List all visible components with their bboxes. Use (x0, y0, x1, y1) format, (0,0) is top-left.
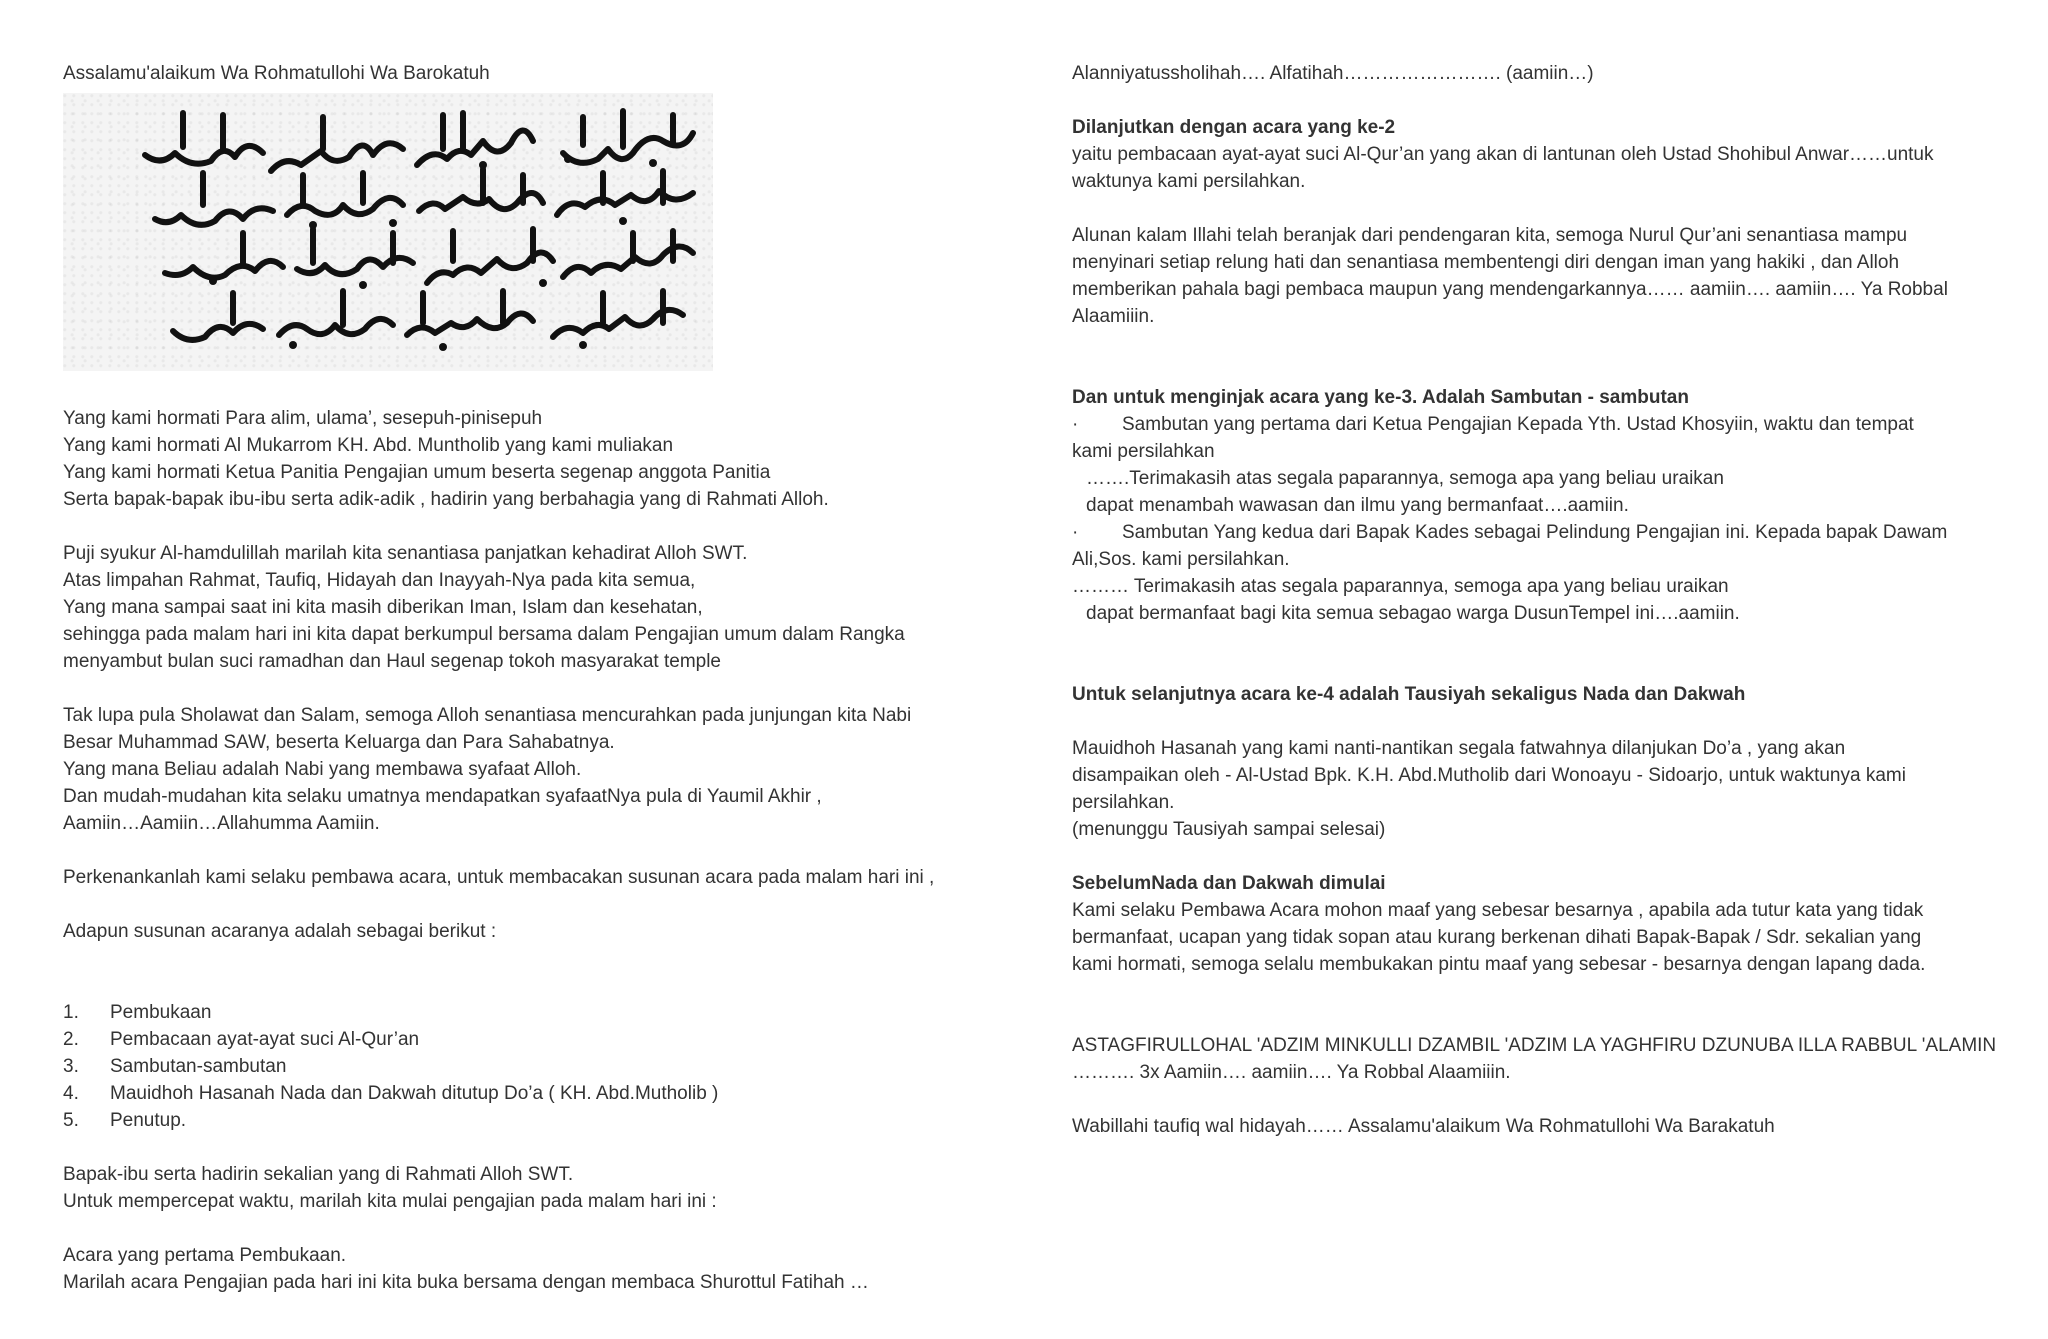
hormat-line: Serta bapak-bapak ibu-ibu serta adik-adik , hadirin yang berbahagia yang di Rahmati Alloh. (63, 489, 829, 510)
acara2-line: yaitu pembacaan ayat-ayat suci Al-Qur’an yang akan di lantunan oleh Ustad Shohibul Anwar……untuk (1072, 144, 1934, 165)
mohon-maaf-line: bermanfaat, ucapan yang tidak sopan atau kurang berkenan dihati Bapak-Bapak / Sdr. sekalian yang (1072, 927, 1922, 948)
sambutan-text: Sambutan yang pertama dari Ketua Pengajian Kepada Yth. Ustad Khosyiin, waktu dan tempat (1122, 414, 1914, 435)
sholawat-line: Dan mudah-mudahan kita selaku umatnya mendapatkan syafaatNya pula di Yaumil Akhir , (63, 786, 822, 807)
alunan-line: memberikan pahala bagi pembaca maupun yang mendengarkannya…… aamiin…. aamiin…. Ya Robbal (1072, 279, 1948, 300)
mohon-maaf-line: Kami selaku Pembawa Acara mohon maaf yang sebesar besarnya , apabila ada tutur kata yang tidak (1072, 900, 1924, 921)
agenda-item (63, 1107, 1023, 1134)
syukur-line: Yang mana sampai saat ini kita masih diberikan Iman, Islam dan kesehatan, (63, 597, 703, 618)
left-column (63, 60, 1023, 1296)
acara2-line: waktunya kami persilahkan. (1072, 171, 1306, 192)
syukur-line: sehingga pada malam hari ini kita dapat berkumpul bersama dalam Pengajian umum dalam Rangka (63, 624, 905, 645)
terimakasih-line: …….Terimakasih atas segala paparannya, semoga apa yang beliau uraikan (1086, 468, 1724, 489)
sholawat-line: Yang mana Beliau adalah Nabi yang membawa syafaat Alloh. (63, 759, 582, 780)
acara3-heading: Dan untuk menginjak acara yang ke-3. Adalah Sambutan - sambutan (1072, 387, 1689, 408)
terimakasih-line: dapat bermanfaat bagi kita semua sebagao warga DusunTempel ini….aamiin. (1086, 603, 1740, 624)
alunan-line: menyinari setiap relung hati dan senantiasa membentengi diri dengan iman yang hakiki , dan Alloh (1072, 252, 1900, 273)
terimakasih-line: ……… Terimakasih atas segala paparannya, semoga apa yang beliau uraikan (1072, 576, 1729, 597)
bapak-line: Bapak-ibu serta hadirin sekalian yang di Rahmati Alloh SWT. (63, 1164, 574, 1185)
mauidhoh-line: disampaikan oleh - Al-Ustad Bpk. K.H. Abd.Mutholib dari Wonoayu - Sidoarjo, untuk waktunya kami (1072, 765, 1906, 786)
agenda-item (63, 1080, 1023, 1107)
agenda-number: 3. (63, 1056, 79, 1077)
agenda-item (63, 1026, 1023, 1053)
agenda-number: 2. (63, 1029, 79, 1050)
arabic-calligraphy-image (63, 93, 713, 371)
acara4-heading: Untuk selanjutnya acara ke-4 adalah Tausiyah sekaligus Nada dan Dakwah (1072, 684, 1746, 705)
alunan-paragraph (1072, 222, 2012, 330)
agenda-item (63, 999, 1023, 1026)
perkenankan-paragraph: Perkenankanlah kami selaku pembawa acara, untuk membacakan susunan acara pada malam hari ini , (63, 867, 935, 888)
mauidhoh-paragraph (1072, 735, 2012, 843)
hormat-line: Yang kami hormati Al Mukarrom KH. Abd. Muntholib yang kami muliakan (63, 435, 674, 456)
mauidhoh-line: (menunggu Tausiyah sampai selesai) (1072, 819, 1386, 840)
acara1-line: Marilah acara Pengajian pada hari ini kita buka bersama dengan membaca Shurottul Fatihah … (63, 1272, 869, 1293)
agenda-number: 5. (63, 1110, 79, 1131)
sambutan-item (1072, 519, 2012, 546)
mohon-maaf-paragraph (1072, 897, 2012, 978)
sholawat-paragraph (63, 702, 1023, 837)
bapak-paragraph (63, 1161, 1023, 1215)
sholawat-line: Besar Muhammad SAW, beserta Keluarga dan Para Sahabatnya. (63, 732, 615, 753)
bullet-icon: · (1072, 414, 1079, 435)
acara2-heading: Dilanjutkan dengan acara yang ke-2 (1072, 117, 1396, 138)
syukur-line: menyambut bulan suci ramadhan dan Haul segenap tokoh masyarakat temple (63, 651, 721, 672)
istighfar-line: ASTAGFIRULLOHAL 'ADZIM MINKULLI DZAMBIL 'ADZIM LA YAGHFIRU DZUNUBA ILLA RABBUL 'ALAMIN (1072, 1035, 1997, 1056)
agenda-item (63, 1053, 1023, 1080)
alunan-line: Alaamiiin. (1072, 306, 1155, 327)
right-column (1072, 60, 2012, 1140)
bullet-icon: · (1072, 522, 1079, 543)
sebelum-heading: SebelumNada dan Dakwah dimulai (1072, 873, 1386, 894)
agenda-text: Sambutan-sambutan (110, 1056, 287, 1077)
istighfar-line: ………. 3x Aamiin…. aamiin…. Ya Robbal Alaamiiin. (1072, 1062, 1511, 1083)
arabic-calligraphy-strokes (63, 93, 713, 371)
mauidhoh-line: persilahkan. (1072, 792, 1175, 813)
hormat-line: Yang kami hormati Para alim, ulama’, sesepuh-pinisepuh (63, 408, 543, 429)
closing-greeting: Wabillahi taufiq wal hidayah…… Assalamu'alaikum Wa Rohmatullohi Wa Barakatuh (1072, 1116, 1775, 1137)
sambutan-text: Sambutan Yang kedua dari Bapak Kades sebagai Pelindung Pengajian ini. Kepada bapak Dawam (1122, 522, 1948, 543)
acara1-paragraph (63, 1242, 1023, 1296)
istighfar-paragraph (1072, 1032, 2012, 1086)
agenda-text: Pembacaan ayat-ayat suci Al-Qur’an (110, 1029, 420, 1050)
sholawat-line: Tak lupa pula Sholawat dan Salam, semoga Alloh senantiasa mencurahkan pada junjungan kita Nabi (63, 705, 912, 726)
alunan-line: Alunan kalam Illahi telah beranjak dari pendengaran kita, semoga Nurul Qur’ani senantiasa mampu (1072, 225, 1908, 246)
adapun-paragraph: Adapun susunan acaranya adalah sebagai berikut : (63, 921, 497, 942)
sambutan-line: Ali,Sos. kami persilahkan. (1072, 549, 1290, 570)
fatihah-line: Alanniyatussholihah…. Alfatihah……………………. (aamiin…) (1072, 63, 1594, 84)
mauidhoh-line: Mauidhoh Hasanah yang kami nanti-nantikan segala fatwahnya dilanjukan Do’a , yang akan (1072, 738, 1846, 759)
syukur-line: Atas limpahan Rahmat, Taufiq, Hidayah dan Inayyah-Nya pada kita semua, (63, 570, 696, 591)
agenda-text: Mauidhoh Hasanah Nada dan Dakwah ditutup Do’a ( KH. Abd.Mutholib ) (110, 1083, 719, 1104)
bapak-line: Untuk mempercepat waktu, marilah kita mulai pengajian pada malam hari ini : (63, 1191, 717, 1212)
mohon-maaf-line: kami hormati, semoga selalu membukakan pintu maaf yang sebesar - besarnya dengan lapang dada. (1072, 954, 1926, 975)
agenda-text: Pembukaan (110, 1002, 212, 1023)
terimakasih-line: dapat menambah wawasan dan ilmu yang bermanfaat….aamiin. (1086, 495, 1629, 516)
agenda-list (63, 999, 1023, 1134)
sholawat-line: Aamiin…Aamiin…Allahumma Aamiin. (63, 813, 380, 834)
hormat-paragraph (63, 405, 1023, 513)
sambutan-line: kami persilahkan (1072, 441, 1215, 462)
opening-greeting: Assalamu'alaikum Wa Rohmatullohi Wa Barokatuh (63, 63, 490, 84)
agenda-number: 4. (63, 1083, 79, 1104)
sambutan-item (1072, 411, 2012, 438)
agenda-text: Penutup. (110, 1110, 187, 1131)
syukur-line: Puji syukur Al-hamdulillah marilah kita senantiasa panjatkan kehadirat Alloh SWT. (63, 543, 748, 564)
syukur-paragraph (63, 540, 1023, 675)
agenda-number: 1. (63, 1002, 79, 1023)
acara1-line: Acara yang pertama Pembukaan. (63, 1245, 347, 1266)
hormat-line: Yang kami hormati Ketua Panitia Pengajian umum beserta segenap anggota Panitia (63, 462, 771, 483)
